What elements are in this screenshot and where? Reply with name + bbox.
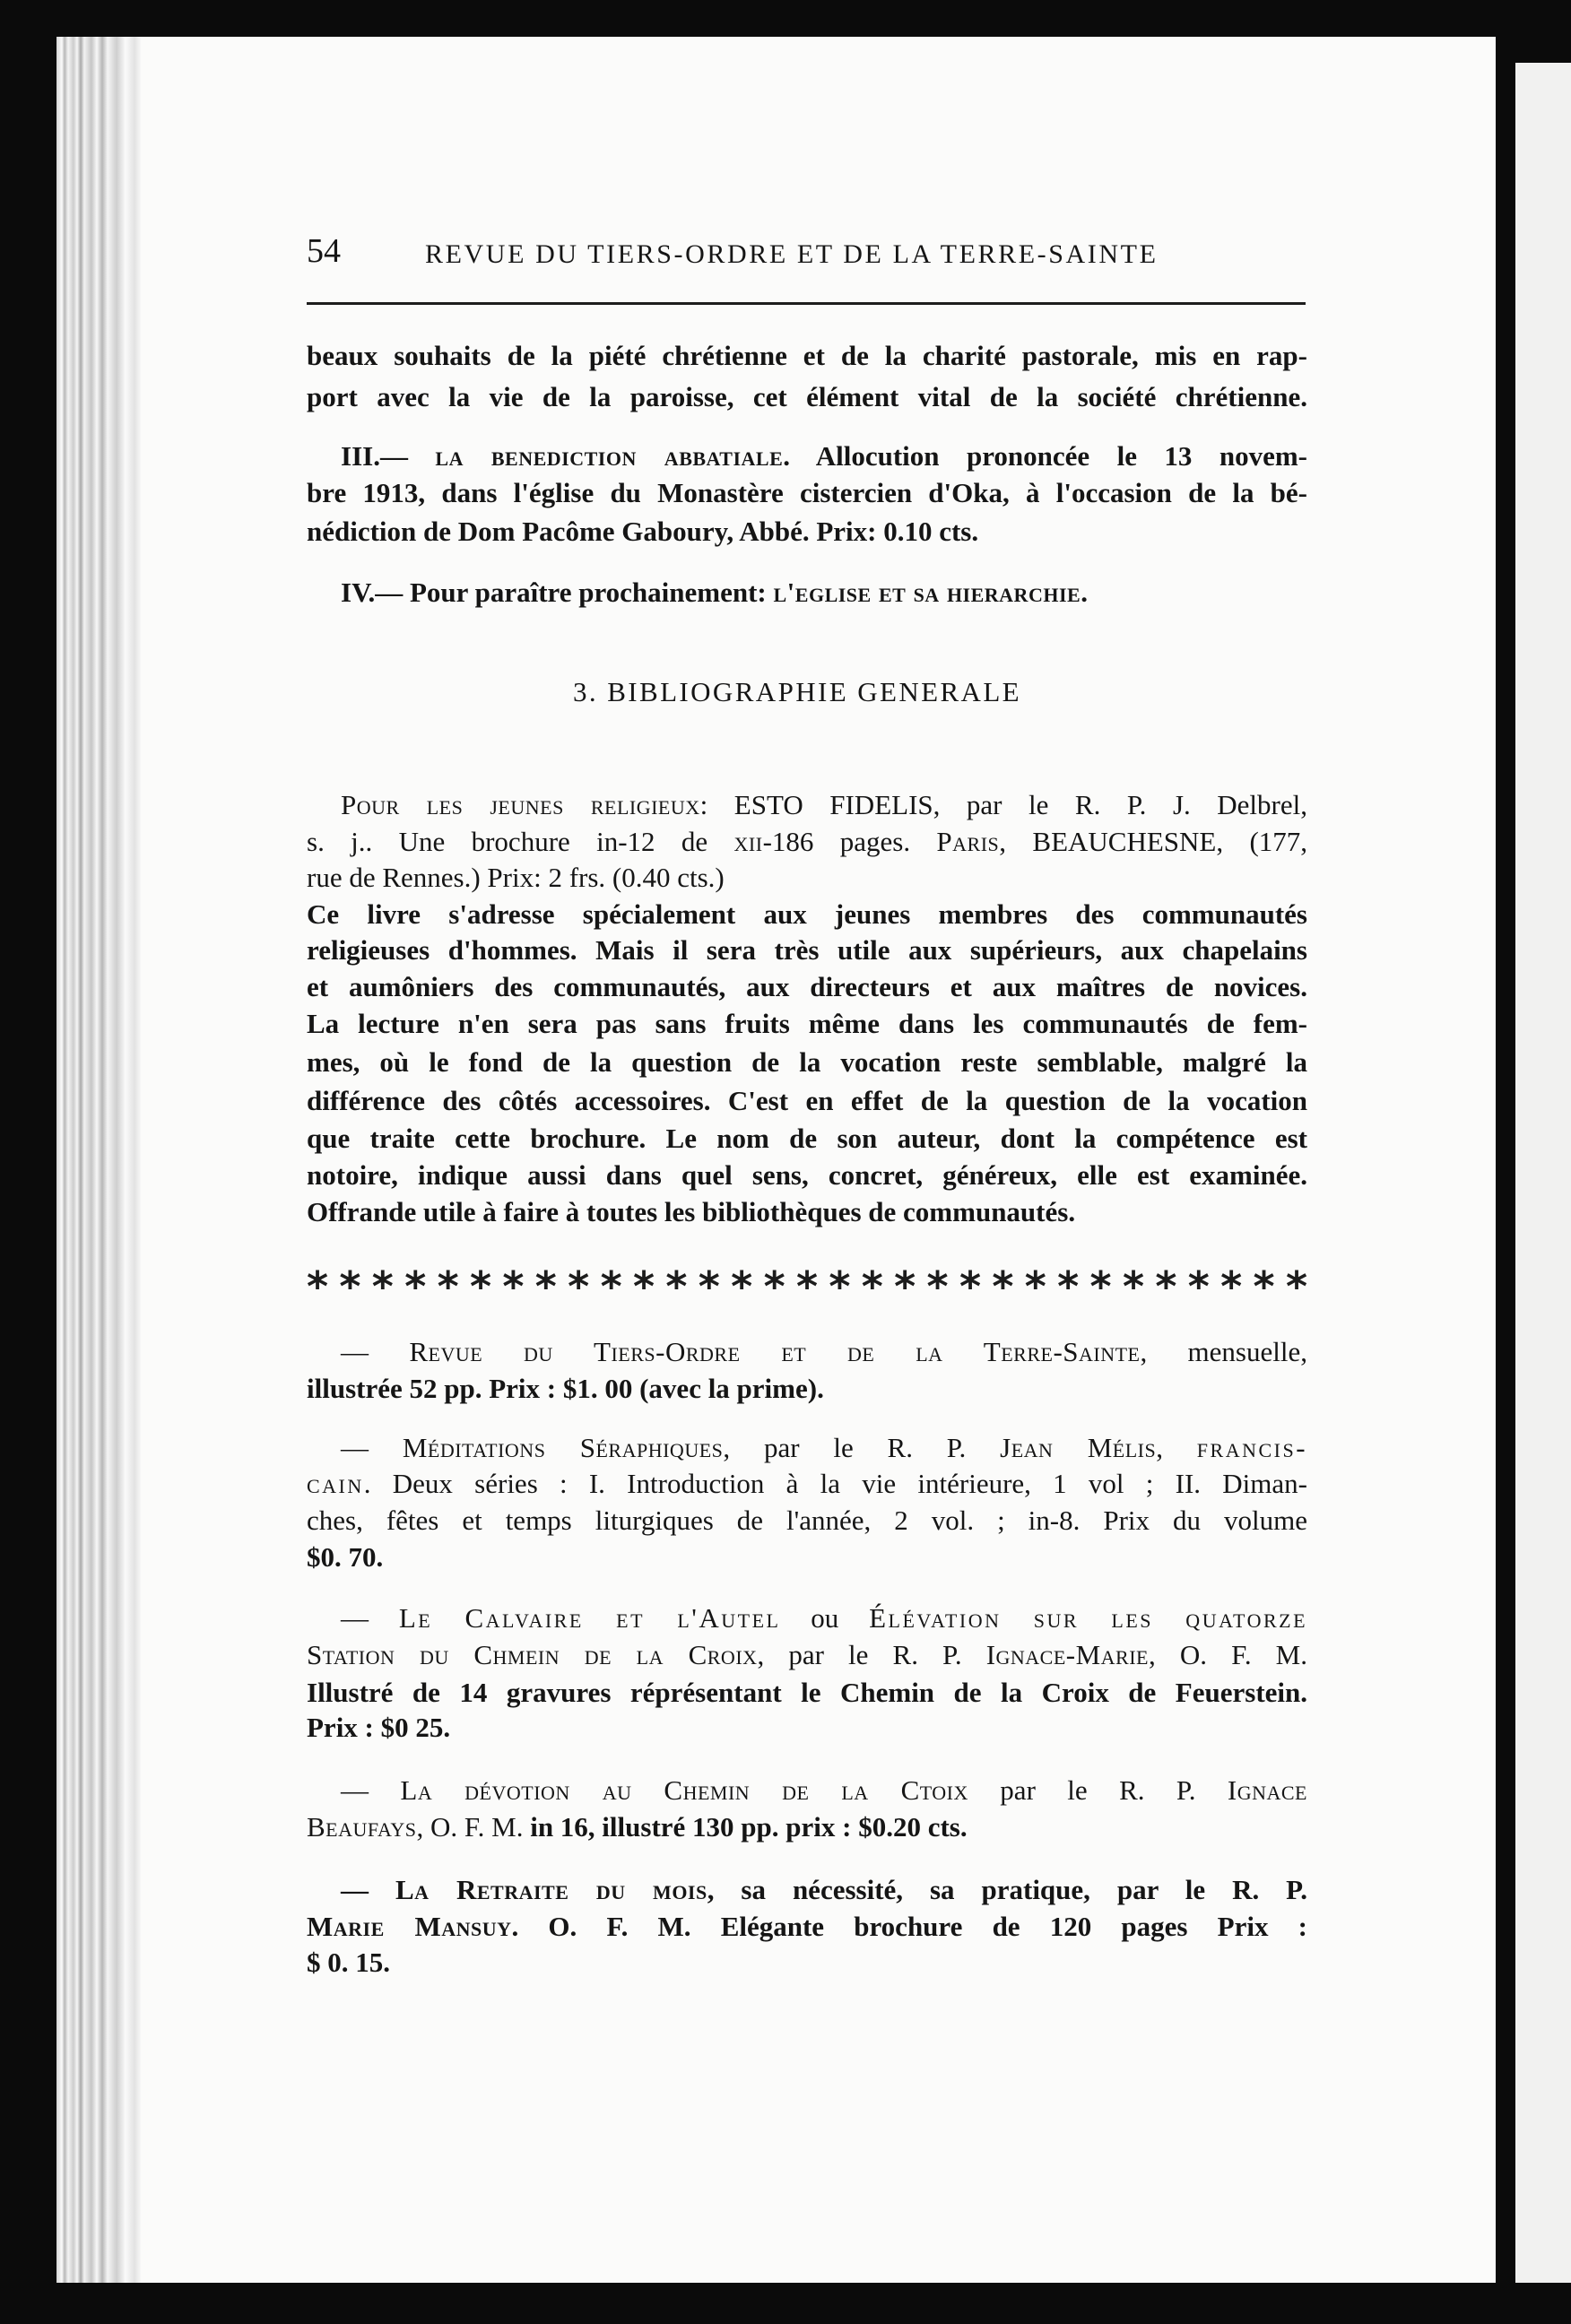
text-line xyxy=(307,1944,1307,1981)
text-line xyxy=(307,474,1307,512)
citation-line xyxy=(307,823,1307,861)
review-line xyxy=(307,1082,1307,1120)
text-segment: port avec la vie de la paroisse, cet élément vital de la société chrétienne. xyxy=(307,381,1307,412)
text-segment: La lecture n'en sera pas sans fruits même dans les communautés de fem- xyxy=(307,1008,1307,1039)
dash: — xyxy=(341,1602,399,1634)
citation-line xyxy=(307,786,1307,824)
publication-title: La dévotion au Chemin de la Ctoix xyxy=(400,1774,968,1806)
text-segment: s. j.. Une brochure in-12 de xyxy=(307,826,734,857)
text-segment: illustrée 52 pp. Prix : $1. 00 (avec la prime). xyxy=(307,1373,824,1404)
citation-line xyxy=(307,859,1307,897)
text-segment: rue de Rennes.) Prix: 2 frs. (0.40 cts.) xyxy=(307,862,725,893)
text-line xyxy=(307,438,1307,475)
text-segment: Paris xyxy=(936,826,1000,857)
review-line xyxy=(307,1157,1307,1194)
text-line xyxy=(307,1908,1307,1946)
text-segment: in 16, illustré 130 pp. prix : $0.20 cts. xyxy=(523,1811,968,1843)
text-line xyxy=(307,1502,1307,1539)
text-line xyxy=(307,1333,1307,1371)
section-heading: 3. BIBLIOGRAPHIE GENERALE xyxy=(573,676,1021,707)
dash: — xyxy=(341,1432,403,1463)
dash: — xyxy=(341,1336,410,1367)
text-segment: , O. F. M. xyxy=(416,1811,524,1843)
text-segment: , mensuelle, xyxy=(1140,1336,1307,1367)
text-line xyxy=(307,1370,1307,1408)
price: $0. 70. xyxy=(307,1541,384,1573)
text-segment: différence des côtés accessoires. C'est en effet de la question de la vocation xyxy=(307,1085,1307,1116)
text-segment: bre 1913, dans l'église du Monastère cistercien d'Oka, à l'occasion de la bé- xyxy=(307,477,1307,508)
review-line xyxy=(307,896,1307,933)
text-segment: cain xyxy=(307,1468,364,1499)
text-line xyxy=(307,1429,1307,1467)
review-line xyxy=(307,968,1307,1006)
text-line xyxy=(307,574,1307,611)
text-segment: mes, où le fond de la question de la vocation reste semblable, malgré la xyxy=(307,1046,1307,1078)
author-name: Jean Mélis xyxy=(1000,1432,1157,1463)
running-title: REVUE DU TIERS-ORDRE ET DE LA TERRE-SAINTE xyxy=(425,239,1159,269)
item-title: l'eglise et sa hierarchie xyxy=(773,577,1081,608)
text-line xyxy=(307,1600,1307,1637)
audience-label: Pour les jeunes religieux xyxy=(341,789,700,820)
text-line xyxy=(307,378,1307,416)
asterisk-separator: * * * * * * * * * * * * * * * * * * * * * * * * * * * * * * * xyxy=(307,1262,1307,1311)
text-segment: xii xyxy=(733,826,763,857)
text-line xyxy=(307,337,1307,375)
review-line xyxy=(307,1193,1307,1231)
text-segment: , par le R. P. xyxy=(723,1432,1001,1463)
publication-title: Méditations Séraphiques xyxy=(402,1432,724,1463)
publication-title: Le Calvaire et l'Autel xyxy=(398,1602,781,1634)
publication-title: Revue du Tiers-Ordre et de la Terre-Sainte xyxy=(409,1336,1141,1367)
text-segment: : ESTO FIDELIS, par le R. P. J. Delbrel, xyxy=(699,789,1307,820)
text-segment: notoire, indique aussi dans quel sens, concret, généreux, elle est examinée. xyxy=(307,1159,1307,1191)
text-segment: Offrande utile à faire à toutes les bibliothèques de communautés. xyxy=(307,1196,1076,1227)
publication-title: La Retraite du mois xyxy=(395,1874,707,1905)
author-name: Ignace xyxy=(1227,1774,1307,1806)
text-segment: , sa nécessité, sa pratique, par le R. P. xyxy=(707,1874,1308,1905)
text-segment: , xyxy=(1156,1432,1197,1463)
text-segment: Illustré de 14 gravures réprésentant le Chemin de la Croix de Feuerstein. xyxy=(307,1677,1307,1708)
text-line xyxy=(307,1674,1307,1712)
text-line xyxy=(307,513,1307,551)
text-segment: nédiction de Dom Pacôme Gaboury, Abbé. Prix: 0.10 cts. xyxy=(307,516,979,547)
author-name: Ignace-Marie xyxy=(985,1639,1149,1670)
publication-title: Station du Chmein de la Croix xyxy=(307,1639,758,1670)
text-line xyxy=(307,1539,1307,1576)
text-segment: , par le R. P. xyxy=(757,1639,986,1670)
review-line xyxy=(307,932,1307,969)
text-segment: ou xyxy=(780,1602,870,1634)
review-line xyxy=(307,1044,1307,1081)
text-line xyxy=(307,1636,1307,1674)
text-line xyxy=(307,1465,1307,1503)
review-line xyxy=(307,1120,1307,1158)
page-stack-edges xyxy=(56,37,142,2283)
text-segment: religieuses d'hommes. Mais il sera très utile aux supérieurs, aux chapelains xyxy=(307,934,1307,966)
text-segment: et aumôniers des communautés, aux directeurs et aux maîtres de novices. xyxy=(307,971,1307,1002)
page-number: 54 xyxy=(307,232,341,270)
text-line xyxy=(307,1709,1307,1747)
item-title: la benediction abbatiale xyxy=(435,440,784,472)
text-segment: , BEAUCHESNE, (177, xyxy=(999,826,1308,857)
publication-title: Élévation sur les quatorze xyxy=(869,1602,1308,1634)
text-segment: IV.— Pour paraître prochainement: xyxy=(341,577,774,608)
text-segment: . xyxy=(1081,577,1088,608)
text-segment: beaux souhaits de la piété chrétienne et de la charité pastorale, mis en rap- xyxy=(307,340,1307,371)
author-name: Marie Mansuy xyxy=(307,1911,512,1942)
text-segment: . Deux séries : I. Introduction à la vie intérieure, 1 vol ; II. Diman- xyxy=(363,1468,1307,1499)
text-segment: . O. F. M. Elégante brochure de 120 pages Prix : xyxy=(511,1911,1307,1942)
text-segment: . Allocution prononcée le 13 novem- xyxy=(783,440,1307,472)
text-segment: , O. F. M. xyxy=(1149,1639,1307,1670)
text-segment: francis- xyxy=(1196,1432,1308,1463)
text-segment: par le R. P. xyxy=(968,1774,1228,1806)
text-line xyxy=(307,1871,1307,1909)
item-numeral: III.— xyxy=(341,440,436,472)
text-line xyxy=(307,1808,1307,1846)
dash: — xyxy=(341,1774,401,1806)
facing-page-edge xyxy=(1515,63,1571,2283)
author-name: Beaufays xyxy=(307,1811,417,1843)
text-segment: ches, fêtes et temps liturgiques de l'année, 2 vol. ; in-8. Prix du volume xyxy=(307,1505,1307,1536)
text-segment: Ce livre s'adresse spécialement aux jeunes membres des communautés xyxy=(307,898,1307,930)
price: Prix : $0 25. xyxy=(307,1712,451,1743)
dash: — xyxy=(341,1874,395,1905)
text-segment: -186 pages. xyxy=(762,826,937,857)
text-line xyxy=(307,1772,1307,1809)
header-rule xyxy=(307,302,1306,305)
text-segment: que traite cette brochure. Le nom de son auteur, dont la compétence est xyxy=(307,1123,1307,1154)
review-line xyxy=(307,1005,1307,1043)
price: $ 0. 15. xyxy=(307,1947,390,1978)
